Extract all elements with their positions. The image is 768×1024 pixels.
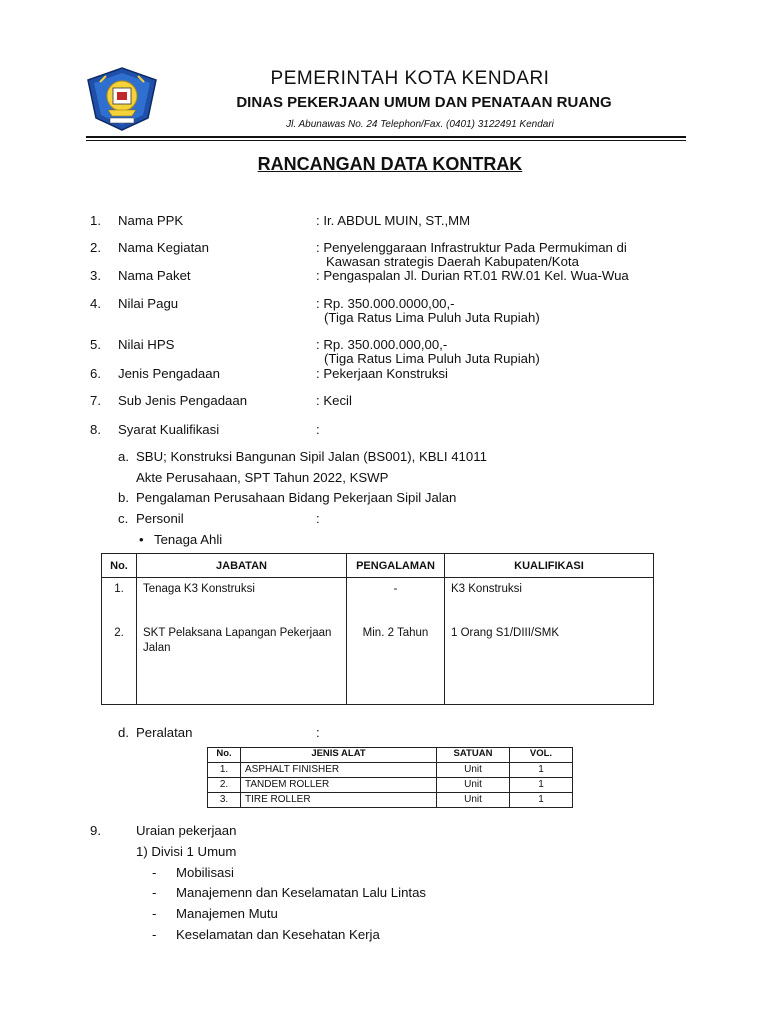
equipment-label: Peralatan — [136, 725, 193, 740]
item-number: 3. — [90, 268, 101, 283]
header-divider-thin — [86, 140, 686, 141]
table-cell: Unit — [437, 778, 510, 793]
table-header: JENIS ALAT — [241, 748, 437, 763]
table-header: SATUAN — [437, 748, 510, 763]
table-row — [208, 763, 573, 778]
item-value-continued: (Tiga Ratus Lima Puluh Juta Rupiah) — [324, 351, 540, 366]
sub-item-marker: a. — [118, 449, 129, 464]
item-label: Nama Paket — [118, 268, 191, 283]
sub-item-marker: b. — [118, 490, 129, 505]
sbu-requirement: SBU; Konstruksi Bangunan Sipil Jalan (BS001), KBLI 41011 — [136, 449, 487, 464]
item-label: Nilai HPS — [118, 337, 175, 352]
dash-marker: - — [152, 885, 157, 900]
task-item: Manajemen Mutu — [176, 906, 278, 921]
experience-requirement: Pengalaman Perusahaan Bidang Pekerjaan Sipil Jalan — [136, 490, 457, 505]
table-cell: 1 — [510, 793, 573, 808]
table-header: PENGALAMAN — [347, 554, 445, 578]
table-row — [208, 793, 573, 808]
table-header: KUALIFIKASI — [445, 554, 654, 578]
table-cell: Unit — [437, 793, 510, 808]
personnel-table — [101, 553, 654, 705]
item-value: : Kecil — [316, 393, 352, 408]
header-government-name: PEMERINTAH KOTA KENDARI — [270, 68, 550, 89]
task-item: Manajemenn dan Keselamatan Lalu Lintas — [176, 885, 426, 900]
item-label: Sub Jenis Pengadaan — [118, 393, 248, 408]
sub-item-marker: c. — [118, 511, 129, 526]
work-description-label: Uraian pekerjaan — [136, 823, 237, 838]
item-number: 9. — [90, 823, 101, 838]
item-number: 7. — [90, 393, 101, 408]
item-value: : Penyelenggaraan Infrastruktur Pada Permukiman di — [316, 240, 627, 255]
item-value: : Ir. ABDUL MUIN, ST.,MM — [316, 213, 471, 228]
item-label: Nilai Pagu — [118, 296, 179, 311]
dash-marker: - — [152, 906, 157, 921]
personnel-label: Personil — [136, 511, 184, 526]
table-cell: 1. — [208, 763, 241, 778]
item-value: : — [316, 422, 320, 437]
dash-marker: - — [152, 865, 157, 880]
equipment-table — [207, 747, 573, 808]
item-number: 2. — [90, 240, 101, 255]
kendari-emblem-logo — [86, 66, 158, 132]
item-value-continued: (Tiga Ratus Lima Puluh Juta Rupiah) — [324, 310, 540, 325]
item-label: Nama PPK — [118, 213, 184, 228]
item-value: : Rp. 350.000.0000,00,- — [316, 296, 455, 311]
item-value: : Pengaspalan Jl. Durian RT.01 RW.01 Kel. Wua-Wua — [316, 268, 629, 283]
table-cell: 2. — [208, 778, 241, 793]
task-item: Keselamatan dan Kesehatan Kerja — [176, 927, 380, 942]
table-cell: ASPHALT FINISHER — [241, 763, 437, 778]
personnel-colon: : — [316, 511, 320, 526]
item-value: : Rp. 350.000.000,00,- — [316, 337, 448, 352]
item-number: 1. — [90, 213, 101, 228]
table-cell: Tenaga K3 Konstruksi SKT Pelaksana Lapangan Pekerjaan Jalan — [137, 578, 347, 705]
table-row — [208, 778, 573, 793]
table-cell: 3. — [208, 793, 241, 808]
item-number: 6. — [90, 366, 101, 381]
item-label: Jenis Pengadaan — [118, 366, 220, 381]
equipment-colon: : — [316, 725, 320, 740]
document-title: RANCANGAN DATA KONTRAK — [257, 154, 523, 174]
header-department-name: DINAS PEKERJAAN UMUM DAN PENATAAN RUANG — [236, 94, 612, 111]
table-header: No. — [102, 554, 137, 578]
item-value-continued: Kawasan strategis Daerah Kabupaten/Kota — [326, 254, 579, 269]
item-label: Syarat Kualifikasi — [118, 422, 220, 437]
table-cell: TIRE ROLLER — [241, 793, 437, 808]
table-cell: 1 — [510, 778, 573, 793]
item-number: 5. — [90, 337, 101, 352]
header-divider-thick — [86, 136, 686, 138]
item-label: Nama Kegiatan — [118, 240, 209, 255]
table-row — [102, 578, 654, 705]
division-heading: 1) Divisi 1 Umum — [136, 844, 237, 859]
table-cell: K3 Konstruksi 1 Orang S1/DIII/SMK — [445, 578, 654, 705]
table-cell: - Min. 2 Tahun — [347, 578, 445, 705]
table-cell: 1. 2. — [102, 578, 137, 705]
dash-marker: - — [152, 927, 157, 942]
expert-staff-label: Tenaga Ahli — [154, 532, 223, 547]
table-cell: TANDEM ROLLER — [241, 778, 437, 793]
table-header-row — [102, 554, 654, 578]
table-header-row — [208, 748, 573, 763]
sub-item-marker: d. — [118, 725, 129, 740]
table-cell: 1 — [510, 763, 573, 778]
item-number: 4. — [90, 296, 101, 311]
bullet-icon: • — [139, 532, 144, 547]
document-requirement: Akte Perusahaan, SPT Tahun 2022, KSWP — [136, 470, 389, 485]
table-header: JABATAN — [137, 554, 347, 578]
task-item: Mobilisasi — [176, 865, 234, 880]
item-value: : Pekerjaan Konstruksi — [316, 366, 448, 381]
table-header: VOL. — [510, 748, 573, 763]
table-cell: Unit — [437, 763, 510, 778]
header-address: Jl. Abunawas No. 24 Telephon/Fax. (0401) 3122491 Kendari — [286, 119, 554, 130]
item-number: 8. — [90, 422, 101, 437]
table-header: No. — [208, 748, 241, 763]
